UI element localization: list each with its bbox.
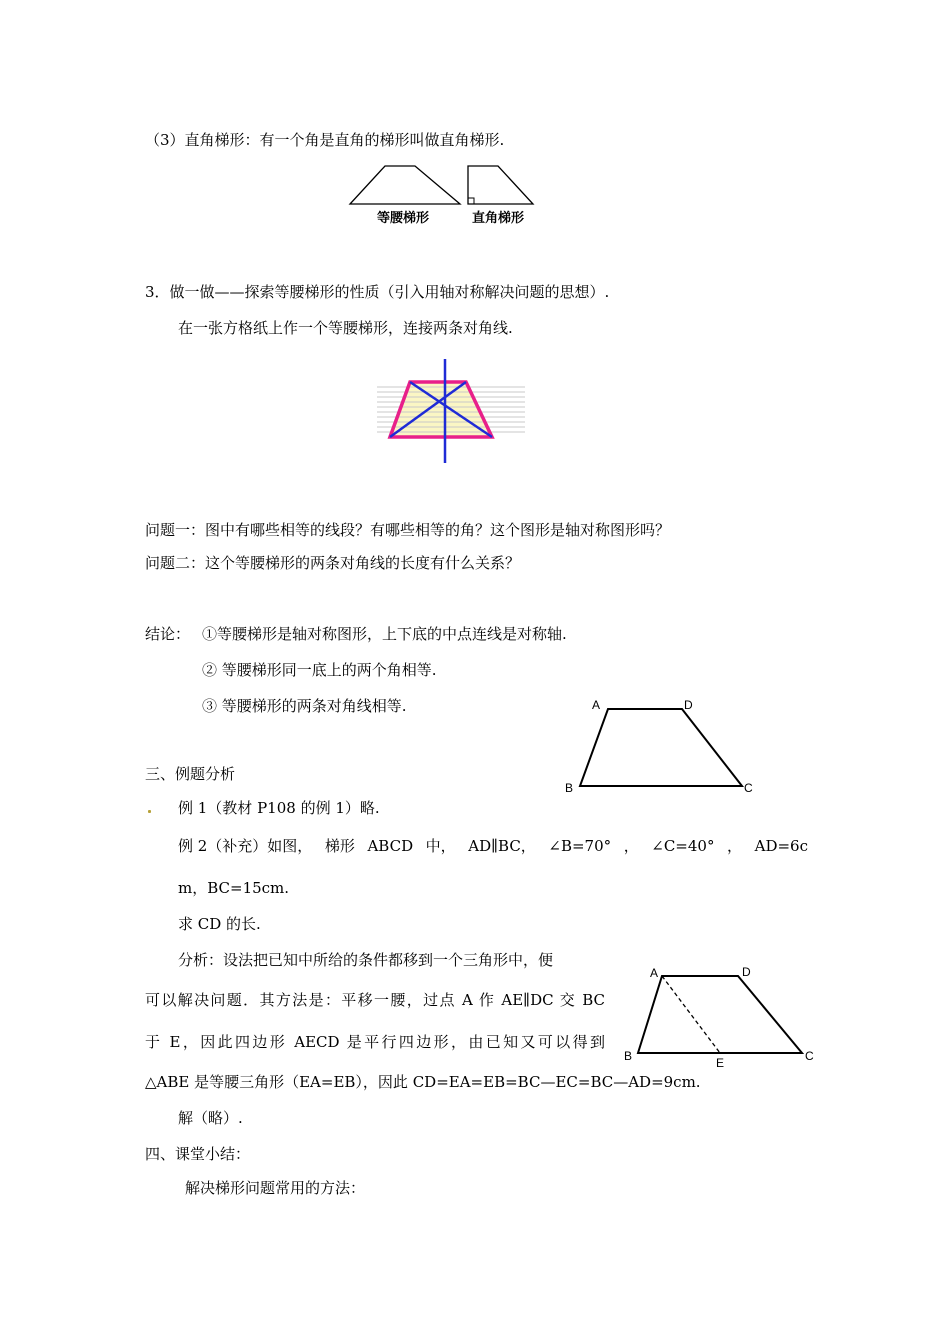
vertex-c: C [805, 1049, 814, 1063]
example-2-question: 求 CD 的长. [178, 915, 261, 933]
definition-right-trapezoid: （3）直角梯形：有一个角是直角的梯形叫做直角梯形. [145, 131, 505, 149]
conclusion-1: ①等腰梯形是轴对称图形，上下底的中点连线是对称轴. [202, 625, 567, 643]
vertex-a: A [650, 966, 659, 980]
analysis-line-1: 分析：设法把已知中所给的条件都移到一个三角形中，便 [178, 951, 554, 969]
isosceles-trapezoid-shape [350, 166, 460, 204]
grid-trapezoid-figure [372, 357, 532, 467]
vertex-d: D [742, 965, 751, 979]
section-3-body: 在一张方格纸上作一个等腰梯形，连接两条对角线. [178, 319, 513, 337]
trapezoid-abcd-outline [638, 976, 802, 1053]
margin-dot [148, 810, 151, 813]
analysis-line-3: 于 E，因此四边形 AECD 是平行四边形，由已知又可以得到 [145, 1033, 605, 1051]
right-trapezoid-shape [468, 166, 533, 204]
conclusion-2: ② 等腰梯形同一底上的两个角相等. [202, 661, 437, 679]
vertex-b: B [565, 781, 574, 795]
vertex-b: B [624, 1049, 633, 1063]
vertex-e: E [716, 1056, 725, 1070]
label-isosceles-trapezoid: 等腰梯形 [377, 210, 430, 225]
section-summary-title: 四、课堂小结： [145, 1145, 251, 1163]
example-2-line-2: m，BC=15cm. [178, 879, 290, 897]
right-angle-mark [468, 198, 474, 204]
question-1: 问题一：图中有哪些相等的线段？有哪些相等的角？这个图形是轴对称图形吗？ [145, 521, 671, 539]
segment-ae-dashed [662, 976, 720, 1053]
analysis-line-4: △ABE 是等腰三角形（EA=EB），因此 CD=EA=EB=BC—EC=BC—AD=9cm. [145, 1073, 701, 1091]
solution: 解（略）. [178, 1109, 243, 1127]
analysis-line-2: 可以解决问题．其方法是：平移一腰，过点 A 作 AE∥DC 交 BC [145, 991, 605, 1009]
example-1: 例 1（教材 P108 的例 1）略. [178, 799, 380, 817]
vertex-c: C [744, 781, 753, 795]
conclusion-label: 结论： [145, 625, 191, 643]
section-3-title: 3．做一做——探索等腰梯形的性质（引入用轴对称解决问题的思想）. [145, 283, 610, 301]
example-2-line-1: 例 2（补充）如图， 梯形 ABCD 中， AD∥BC， ∠B=70° ， ∠C=40° ， AD=6c [178, 837, 808, 855]
summary-body: 解决梯形问题常用的方法： [185, 1179, 366, 1197]
vertex-d: D [684, 698, 693, 712]
conclusion-3: ③ 等腰梯形的两条对角线相等. [202, 697, 407, 715]
vertex-a: A [592, 698, 601, 712]
trapezoid-abcde-figure [620, 962, 820, 1072]
trapezoid-types-figure [345, 160, 545, 226]
question-2: 问题二：这个等腰梯形的两条对角线的长度有什么关系？ [145, 554, 521, 572]
trapezoid-abcd-shape [580, 709, 742, 786]
label-right-trapezoid: 直角梯形 [472, 210, 525, 225]
trapezoid-abcd-figure [560, 695, 770, 805]
section-examples-title: 三、例题分析 [145, 765, 236, 783]
